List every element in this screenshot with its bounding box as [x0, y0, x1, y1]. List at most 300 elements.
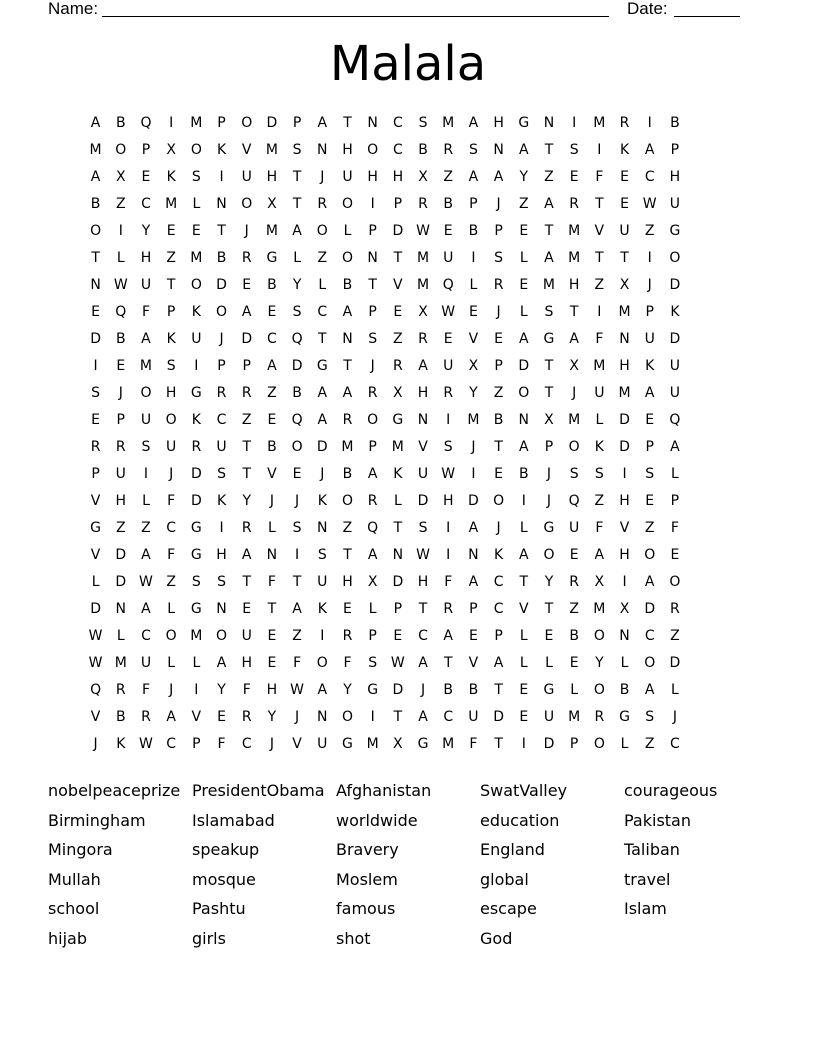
grid-letter: E	[620, 196, 629, 212]
grid-letter: Q	[291, 412, 303, 428]
grid-letter: R	[418, 331, 428, 347]
grid-letter: J	[647, 277, 652, 293]
grid-letter: M	[618, 385, 631, 401]
grid-letter: C	[317, 304, 328, 320]
grid-letter: I	[194, 358, 199, 374]
grid-letter: A	[493, 655, 504, 671]
grid-letter: Y	[141, 223, 151, 239]
grid-letter: D	[619, 412, 630, 428]
grid-letter: S	[544, 304, 554, 320]
grid-letter: F	[469, 736, 478, 752]
grid-letter: I	[219, 520, 224, 536]
grid-letter: Y	[242, 493, 251, 509]
grid-letter: O	[216, 628, 228, 644]
grid-letter: J	[269, 736, 274, 752]
grid-letter: L	[393, 493, 402, 509]
word-bank-item: Birmingham	[48, 810, 146, 830]
grid-letter: N	[317, 142, 328, 158]
grid-letter: O	[216, 304, 228, 320]
grid-letter: F	[293, 655, 302, 671]
grid-letter: B	[267, 439, 277, 455]
grid-letter: P	[645, 439, 654, 455]
grid-letter: L	[116, 628, 125, 644]
grid-letter: T	[418, 601, 428, 617]
grid-letter: M	[593, 358, 606, 374]
grid-letter: C	[216, 412, 227, 428]
grid-letter: M	[165, 196, 178, 212]
grid-letter: X	[393, 736, 403, 752]
grid-letter: P	[242, 358, 251, 374]
grid-letter: F	[167, 493, 176, 509]
grid-letter: O	[341, 196, 353, 212]
grid-letter: R	[241, 250, 252, 266]
grid-letter: J	[672, 709, 677, 725]
grid-letter: N	[317, 520, 328, 536]
grid-letter: U	[669, 196, 681, 212]
grid-letter: T	[393, 709, 403, 725]
grid-letter: D	[90, 601, 101, 617]
grid-letter: D	[291, 358, 303, 374]
grid-letter: Z	[644, 736, 655, 752]
grid-letter: Q	[367, 520, 379, 536]
grid-letter: M	[542, 277, 556, 293]
grid-letter: D	[669, 277, 681, 293]
grid-letter: W	[642, 196, 657, 212]
grid-letter: U	[241, 628, 252, 644]
grid-letter: M	[366, 736, 379, 752]
grid-letter: V	[292, 736, 302, 752]
grid-letter: T	[569, 304, 579, 320]
grid-letter: N	[392, 547, 404, 563]
grid-letter: L	[519, 655, 528, 671]
grid-letter: M	[190, 628, 203, 644]
grid-letter: H	[568, 277, 580, 293]
grid-row	[83, 110, 743, 137]
grid-letter: W	[139, 736, 153, 752]
grid-letter: A	[644, 142, 655, 158]
grid-letter: H	[342, 142, 353, 158]
grid-letter: U	[140, 412, 152, 428]
grid-letter: H	[417, 574, 429, 590]
grid-letter: L	[620, 655, 629, 671]
grid-letter: L	[167, 655, 176, 671]
word-bank-item: famous	[336, 899, 396, 919]
grid-letter: E	[519, 709, 529, 725]
grid-letter: A	[141, 547, 151, 563]
grid-letter: T	[343, 115, 352, 131]
grid-letter: F	[267, 574, 276, 590]
grid-letter: F	[217, 736, 226, 752]
grid-letter: E	[544, 628, 554, 644]
grid-letter: P	[544, 439, 554, 455]
grid-letter: D	[392, 223, 404, 239]
grid-letter: G	[266, 250, 278, 266]
grid-letter: O	[140, 385, 152, 401]
grid-letter: D	[90, 331, 101, 347]
grid-letter: X	[468, 358, 479, 374]
grid-letter: Y	[217, 682, 226, 698]
word-bank-item: SwatValley	[480, 781, 568, 800]
grid-letter: B	[418, 142, 428, 158]
grid-letter: M	[416, 250, 430, 266]
grid-letter: A	[468, 115, 479, 131]
grid-letter: R	[392, 358, 403, 374]
grid-row	[83, 380, 743, 407]
grid-row	[83, 731, 743, 758]
grid-letter: C	[493, 574, 504, 590]
grid-letter: Z	[393, 331, 403, 347]
grid-letter: D	[493, 709, 504, 725]
grid-letter: N	[518, 412, 530, 428]
grid-letter: O	[644, 655, 656, 671]
grid-letter: B	[115, 331, 126, 347]
grid-letter: T	[91, 250, 100, 266]
grid-letter: Q	[669, 412, 681, 428]
word-bank-item: Pashtu	[192, 899, 246, 919]
grid-letter: Y	[469, 385, 478, 401]
grid-letter: U	[619, 223, 630, 239]
word-bank-item: England	[480, 840, 545, 860]
grid-letter: A	[141, 331, 151, 347]
grid-letter: U	[644, 331, 655, 347]
grid-letter: O	[543, 547, 555, 563]
grid-row	[83, 569, 743, 596]
grid-letter: O	[341, 709, 353, 725]
grid-letter: N	[90, 277, 101, 293]
grid-letter: L	[519, 628, 528, 644]
grid-letter: N	[468, 547, 479, 563]
grid-letter: D	[468, 493, 479, 509]
grid-letter: V	[90, 547, 101, 563]
grid-letter: U	[115, 466, 126, 482]
grid-letter: J	[370, 358, 375, 374]
grid-letter: E	[343, 601, 352, 617]
grid-letter: I	[93, 358, 98, 374]
grid-letter: M	[190, 250, 203, 266]
grid-letter: A	[468, 169, 479, 185]
grid-letter: P	[670, 493, 680, 509]
grid-letter: H	[140, 250, 152, 266]
word-bank-item: speakup	[192, 840, 260, 860]
grid-letter: K	[116, 736, 126, 752]
grid-letter: R	[90, 439, 101, 455]
grid-letter: A	[418, 655, 428, 671]
grid-letter: E	[519, 223, 529, 239]
grid-letter: Y	[267, 709, 277, 725]
grid-letter: F	[242, 682, 251, 698]
grid-letter: L	[570, 682, 579, 698]
grid-letter: T	[393, 250, 403, 266]
grid-letter: N	[115, 601, 127, 617]
grid-letter: T	[242, 439, 251, 455]
word-bank-item: shot	[336, 928, 371, 948]
grid-letter: O	[518, 385, 530, 401]
grid-letter: P	[217, 358, 226, 374]
grid-letter: S	[645, 709, 655, 725]
grid-letter: S	[368, 655, 378, 671]
grid-letter: H	[165, 385, 177, 401]
grid-row	[83, 164, 743, 191]
grid-letter: R	[594, 709, 605, 725]
grid-letter: F	[343, 655, 352, 671]
grid-letter: D	[417, 493, 429, 509]
grid-letter: O	[644, 547, 656, 563]
grid-letter: I	[446, 547, 451, 563]
grid-row	[83, 596, 743, 623]
grid-letter: E	[519, 682, 529, 698]
grid-letter: L	[142, 493, 150, 509]
grid-letter: O	[669, 250, 681, 266]
grid-letter: T	[368, 277, 377, 293]
grid-letter: O	[367, 412, 379, 428]
grid-letter: D	[316, 439, 328, 455]
grid-letter: B	[115, 709, 126, 725]
grid-letter: L	[318, 277, 327, 293]
grid-letter: S	[166, 358, 176, 374]
grid-letter: E	[242, 601, 252, 617]
grid-letter: H	[266, 169, 278, 185]
grid-letter: O	[165, 628, 177, 644]
grid-letter: P	[645, 304, 654, 320]
word-bank-item: education	[480, 810, 560, 830]
grid-letter: J	[169, 466, 174, 482]
grid-letter: Z	[544, 169, 554, 185]
word-bank-item: Taliban	[624, 840, 680, 860]
grid-letter: R	[216, 385, 227, 401]
grid-letter: E	[468, 304, 478, 320]
grid-letter: A	[267, 358, 277, 374]
grid-letter: W	[441, 304, 456, 320]
grid-letter: I	[320, 628, 325, 644]
grid-letter: E	[519, 277, 529, 293]
grid-letter: V	[468, 331, 479, 347]
grid-letter: Z	[594, 493, 605, 509]
grid-letter: L	[192, 655, 201, 671]
grid-letter: A	[670, 439, 680, 455]
grid-letter: M	[139, 358, 153, 374]
grid-letter: Z	[141, 520, 151, 536]
grid-letter: R	[367, 385, 378, 401]
grid-letter: P	[166, 304, 176, 320]
grid-letter: H	[241, 655, 252, 671]
grid-letter: G	[543, 331, 555, 347]
grid-letter: U	[594, 385, 605, 401]
grid-letter: X	[418, 304, 428, 320]
grid-row	[83, 488, 743, 515]
grid-letter: O	[165, 412, 177, 428]
grid-letter: E	[569, 547, 579, 563]
grid-letter: P	[469, 196, 478, 212]
grid-letter: M	[265, 223, 278, 239]
grid-letter: L	[519, 250, 528, 266]
grid-letter: T	[519, 574, 529, 590]
grid-letter: T	[343, 358, 352, 374]
grid-letter: F	[141, 682, 150, 698]
grid-letter: V	[90, 493, 101, 509]
name-label: Name:	[48, 0, 99, 18]
grid-letter: B	[90, 196, 101, 212]
grid-letter: T	[242, 466, 251, 482]
grid-letter: T	[318, 331, 327, 347]
grid-letter: I	[597, 304, 602, 320]
grid-row	[83, 677, 743, 704]
grid-letter: W	[88, 628, 103, 644]
grid-letter: G	[543, 520, 555, 536]
grid-letter: J	[471, 439, 476, 455]
grid-letter: E	[191, 223, 201, 239]
grid-letter: S	[494, 250, 504, 266]
grid-letter: A	[418, 358, 428, 374]
grid-letter: S	[443, 439, 453, 455]
word-bank-item: nobelpeaceprize	[48, 781, 181, 800]
grid-letter: A	[644, 574, 655, 590]
grid-letter: H	[417, 385, 429, 401]
grid-letter: Z	[166, 574, 176, 590]
worksheet-header	[48, 0, 748, 20]
grid-letter: T	[544, 385, 554, 401]
name-blank-line	[102, 0, 609, 17]
grid-letter: P	[141, 142, 151, 158]
grid-letter: H	[619, 358, 630, 374]
word-bank-item: courageous	[624, 781, 718, 800]
grid-letter: U	[342, 169, 353, 185]
grid-letter: U	[443, 250, 454, 266]
grid-letter: F	[595, 520, 604, 536]
grid-letter: D	[669, 655, 681, 671]
grid-letter: J	[496, 304, 501, 320]
grid-letter: R	[493, 277, 504, 293]
grid-letter: R	[443, 142, 454, 158]
grid-letter: A	[317, 115, 328, 131]
grid-letter: S	[292, 520, 302, 536]
grid-letter: J	[118, 385, 123, 401]
grid-letter: A	[418, 709, 428, 725]
grid-letter: S	[91, 385, 101, 401]
grid-letter: A	[317, 682, 328, 698]
grid-letter: G	[543, 682, 555, 698]
grid-letter: M	[442, 115, 455, 131]
grid-letter: J	[546, 466, 552, 482]
grid-letter: A	[544, 196, 554, 212]
grid-letter: H	[115, 493, 127, 509]
grid-letter: A	[468, 574, 479, 590]
grid-letter: V	[90, 709, 101, 725]
grid-letter: L	[671, 682, 679, 698]
grid-letter: Y	[343, 682, 352, 698]
grid-letter: O	[316, 223, 328, 239]
grid-letter: R	[670, 601, 680, 617]
grid-row	[83, 623, 743, 650]
grid-letter: K	[393, 466, 403, 482]
grid-letter: E	[242, 277, 252, 293]
grid-letter: K	[317, 493, 327, 509]
grid-letter: M	[593, 115, 606, 131]
grid-letter: A	[594, 547, 605, 563]
grid-letter: E	[267, 655, 277, 671]
grid-letter: I	[521, 736, 526, 752]
grid-letter: J	[572, 385, 577, 401]
grid-letter: V	[191, 709, 202, 725]
grid-letter: J	[320, 466, 325, 482]
grid-letter: C	[644, 169, 655, 185]
grid-letter: E	[393, 304, 403, 320]
grid-letter: Z	[292, 628, 302, 644]
grid-letter: T	[595, 196, 604, 212]
grid-letter: A	[518, 547, 529, 563]
grid-letter: R	[367, 493, 378, 509]
grid-letter: T	[443, 655, 453, 671]
grid-letter: I	[118, 223, 123, 239]
grid-letter: M	[568, 223, 581, 239]
grid-letter: K	[166, 331, 176, 347]
grid-letter: B	[468, 223, 479, 239]
grid-letter: L	[192, 196, 201, 212]
grid-letter: X	[619, 601, 630, 617]
grid-row	[83, 461, 743, 488]
grid-letter: W	[139, 574, 153, 590]
grid-letter: O	[190, 142, 202, 158]
grid-letter: R	[342, 412, 353, 428]
grid-letter: S	[317, 547, 327, 563]
grid-letter: P	[569, 736, 579, 752]
grid-letter: I	[370, 709, 375, 725]
grid-letter: O	[367, 142, 379, 158]
grid-letter: X	[166, 142, 176, 158]
grid-letter: W	[88, 655, 103, 671]
grid-letter: T	[217, 223, 226, 239]
grid-letter: B	[443, 682, 454, 698]
grid-row	[83, 434, 743, 461]
grid-letter: X	[619, 277, 630, 293]
grid-letter: B	[292, 385, 302, 401]
grid-letter: U	[241, 169, 252, 185]
grid-letter: I	[143, 466, 149, 482]
grid-letter: R	[569, 196, 580, 212]
grid-letter: E	[569, 169, 579, 185]
grid-letter: I	[219, 169, 224, 185]
grid-letter: U	[443, 358, 454, 374]
grid-letter: U	[216, 439, 227, 455]
grid-letter: R	[115, 439, 126, 455]
grid-letter: I	[521, 493, 526, 509]
grid-letter: K	[594, 439, 604, 455]
grid-letter: E	[217, 709, 226, 725]
grid-letter: D	[644, 601, 656, 617]
grid-row	[83, 326, 743, 353]
grid-letter: P	[494, 358, 503, 374]
grid-letter: C	[166, 736, 177, 752]
grid-letter: Q	[568, 493, 580, 509]
grid-letter: K	[191, 412, 201, 428]
grid-letter: K	[166, 169, 176, 185]
grid-letter: D	[392, 574, 404, 590]
word-bank-item: Moslem	[336, 869, 398, 889]
grid-letter: A	[518, 439, 529, 455]
grid-letter: S	[217, 574, 226, 590]
grid-letter: L	[671, 466, 679, 482]
grid-letter: R	[418, 196, 428, 212]
grid-letter: F	[670, 520, 679, 536]
grid-letter: A	[518, 142, 529, 158]
grid-letter: G	[190, 547, 202, 563]
grid-letter: P	[469, 601, 478, 617]
grid-letter: H	[442, 493, 454, 509]
grid-letter: V	[594, 223, 605, 239]
grid-letter: E	[443, 223, 453, 239]
grid-letter: Z	[443, 169, 454, 185]
grid-letter: M	[190, 115, 203, 131]
grid-letter: D	[216, 277, 227, 293]
